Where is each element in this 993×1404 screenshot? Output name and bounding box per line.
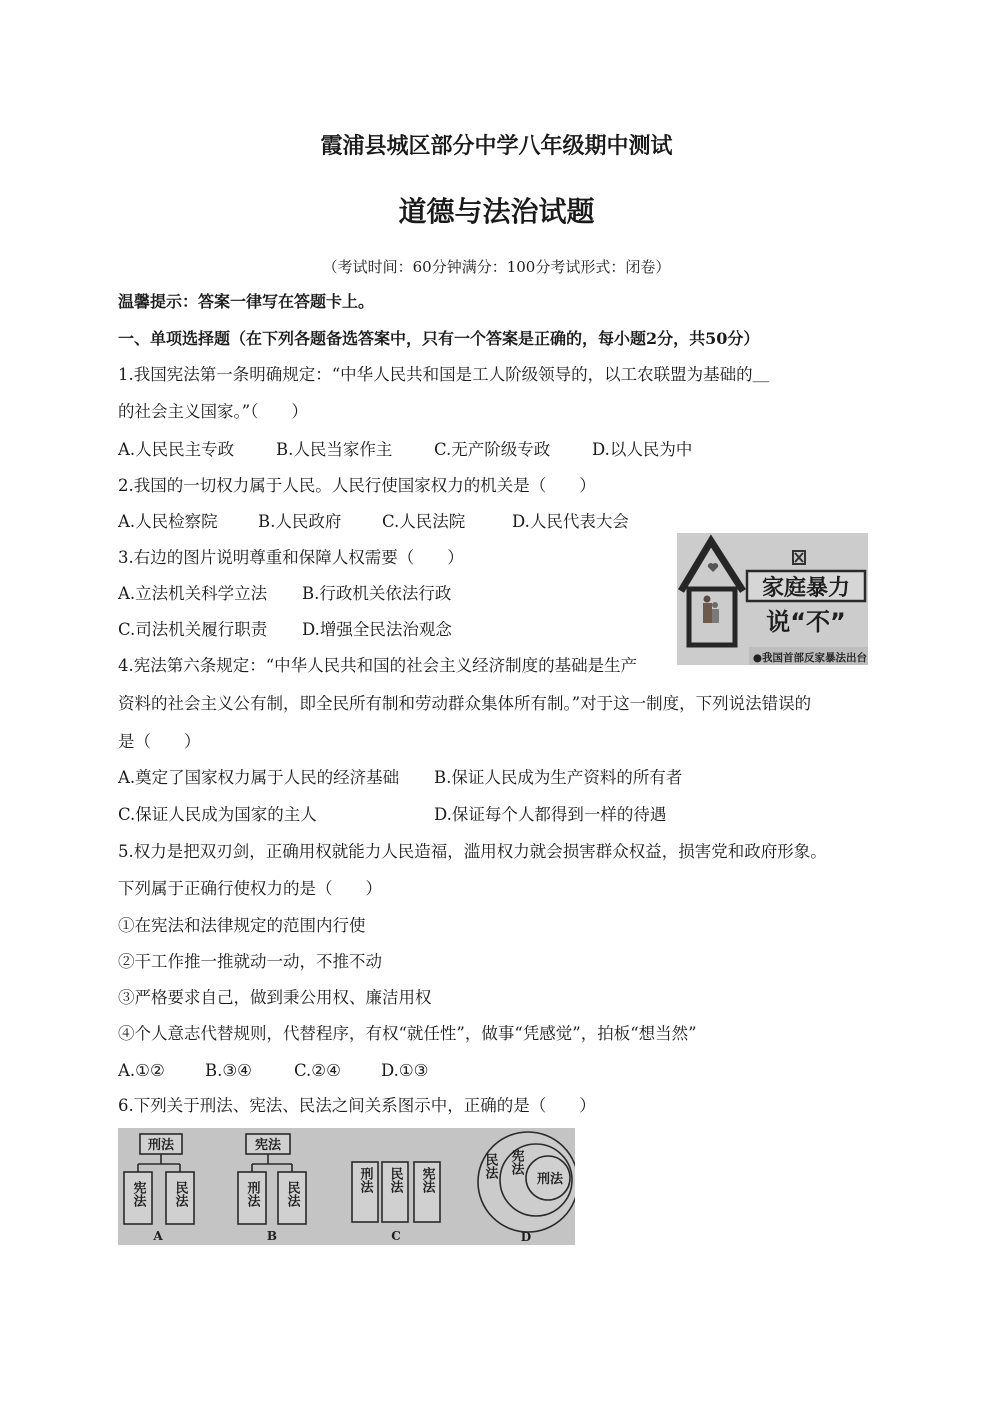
school-title: 霞浦县城区部分中学八年级期中测试	[320, 133, 673, 159]
diagram-d-inner: 刑法	[536, 1172, 564, 1187]
law-relationship-diagram	[118, 1128, 575, 1245]
q2-option-d: D.人民代表大会	[512, 512, 629, 531]
q5-option-d: D.①③	[381, 1061, 429, 1080]
q3-option-d: D.增强全民法治观念	[302, 620, 452, 639]
q5-stem-line2: 下列属于正确行使权力的是（ ）	[118, 879, 382, 898]
q4-stem-line1: 4.宪法第六条规定：“中华人民共和国的社会主义经济制度的基础是生产	[118, 656, 638, 675]
subject-title: 道德与法治试题	[398, 195, 595, 228]
domestic-violence-poster	[677, 533, 868, 665]
diagram-d-label: D	[520, 1230, 532, 1244]
q2-option-c: C.人民法院	[382, 512, 466, 531]
diagram-a-right: 民法	[172, 1181, 188, 1207]
poster-caption: ●我国首部反家暴法出台	[752, 652, 867, 664]
diagram-d-middle: 宪法	[508, 1149, 524, 1175]
q2-option-b: B.人民政府	[258, 512, 342, 531]
diagram-b-right: 民法	[284, 1181, 300, 1207]
q2-stem: 2.我国的一切权力属于人民。人民行使国家权力的机关是（ ）	[118, 476, 596, 495]
q5-option-c: C.②④	[294, 1061, 341, 1080]
q4-option-b: B.保证人民成为生产资料的所有者	[434, 768, 683, 787]
section-heading: 一、单项选择题（在下列各题备选答案中，只有一个答案是正确的，每小题2分，共50分）	[118, 329, 760, 348]
q3-option-c: C.司法机关履行职责	[118, 620, 268, 639]
notice: 温馨提示：答案一律写在答题卡上。	[118, 292, 375, 311]
q5-item-1: ①在宪法和法律规定的范围内行使	[118, 916, 366, 935]
q5-item-2: ②干工作推一推就动一动，不推不动	[118, 952, 382, 971]
q6-stem: 6.下列关于刑法、宪法、民法之间关系图示中，正确的是（ ）	[118, 1096, 596, 1115]
q5-item-4: ④个人意志代替规则，代替程序，有权“就任性”，做事“凭感觉”，拍板“想当然”	[118, 1024, 697, 1043]
q4-option-d: D.保证每个人都得到一样的待遇	[434, 805, 667, 824]
q1-stem-line1: 1.我国宪法第一条明确规定：“中华人民共和国是工人阶级领导的，以工农联盟为基础的＿	[118, 365, 770, 384]
diagram-c-box-2: 民法	[387, 1167, 403, 1193]
diagram-a-left: 宪法	[130, 1181, 146, 1207]
q4-option-a: A.奠定了国家权力属于人民的经济基础	[118, 768, 400, 787]
q1-option-c: C.无产阶级专政	[434, 440, 551, 459]
exam-info: （考试时间：60分钟满分：100分考试形式：闭卷）	[322, 258, 671, 276]
diagram-a-label: A	[153, 1229, 163, 1243]
q3-stem: 3.右边的图片说明尊重和保障人权需要（ ）	[118, 548, 464, 567]
q5-item-3: ③严格要求自己，做到秉公用权、廉洁用权	[118, 988, 432, 1007]
q1-option-b: B.人民当家作主	[276, 440, 393, 459]
poster-main-text: 家庭暴力	[761, 576, 851, 601]
q5-option-a: A.①②	[118, 1061, 165, 1080]
q5-stem-line1: 5.权力是把双刃剑，正确用权就能力人民造福，滥用权力就会损害群众权益，损害党和政府形象。	[118, 842, 827, 861]
q4-option-c: C.保证人民成为国家的主人	[118, 805, 317, 824]
q4-stem-line2: 资料的社会主义公有制，即全民所有制和劳动群众集体所有制。”对于这一制度，下列说法错误的	[118, 694, 812, 713]
diagram-b-label: B	[266, 1229, 278, 1243]
q5-option-b: B.③④	[205, 1061, 252, 1080]
diagram-c-label: C	[391, 1229, 401, 1243]
diagram-c-box-1: 刑法	[357, 1167, 373, 1193]
diagram-d-outer: 民法	[482, 1153, 498, 1179]
q2-option-a: A.人民检察院	[118, 512, 218, 531]
q1-option-d: D.以人民为中	[592, 440, 693, 459]
q4-stem-line3: 是（ ）	[118, 732, 201, 751]
diagram-b-left: 刑法	[244, 1181, 260, 1207]
diagram-b-top: 宪法	[254, 1138, 282, 1153]
q3-option-a: A.立法机关科学立法	[118, 584, 268, 603]
diagram-c-box-3: 宪法	[419, 1167, 435, 1193]
q1-option-a: A.人民民主专政	[118, 440, 235, 459]
q1-stem-line2: 的社会主义国家。”（ ）	[118, 402, 308, 421]
poster-say-no-text: 说“不”	[766, 608, 846, 636]
q3-option-b: B.行政机关依法行政	[302, 584, 452, 603]
diagram-a-top: 刑法	[147, 1138, 175, 1153]
